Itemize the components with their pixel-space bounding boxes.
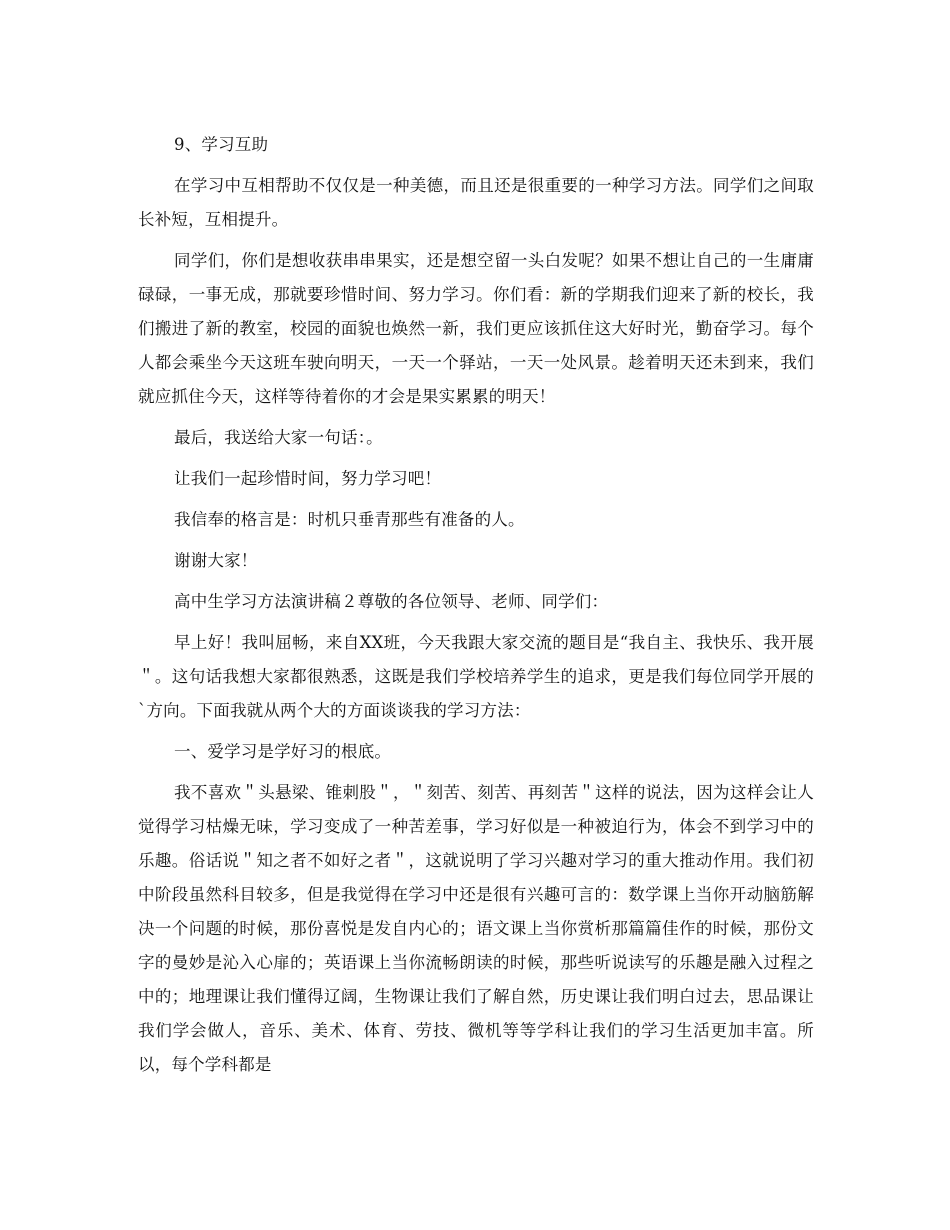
- paragraph: 最后，我送给大家一句话：。: [174, 428, 383, 447]
- paragraph: 在学习中互相帮助不仅仅是一种美德，而且还是很重要的一种学习方法。同学们之间取长补短，互相提升。: [138, 176, 814, 229]
- paragraph: 我信奉的格言是：时机只垂青那些有准备的人。: [174, 510, 525, 529]
- paragraph: 早上好！我叫屈畅，来自XX班，今天我跟大家交流的题目是“我自主、我快乐、我开展＂。这句话我想大家都很熟悉，这既是我们学校培养学生的追求，更是我们每位同学开展的`方向。下面我就从两个大的方面谈谈我的学习方法：: [138, 633, 814, 720]
- document-page: [138, 128, 814, 1089]
- paragraph: 让我们一起珍惜时间，努力学习吧！: [174, 469, 442, 488]
- paragraph: 同学们，你们是想收获串串果实，还是想空留一头白发呢？如果不想让自己的一生庸庸碌碌，一事无成，那就要珍惜时间、努力学习。你们看：新的学期我们迎来了新的校长，我们搬进了新的教室，校园的面貌也焕然一新，我们更应该抓住这大好时光，勤奋学习。每个人都会乘坐今天这班车驶向明天，一天一个驿站，一天一处风景。趁着明天还未到来，我们就应抓住今天，这样等待着你的才会是果实累累的明天！: [138, 251, 814, 406]
- paragraph: 谢谢大家！: [174, 551, 258, 570]
- section-heading: 9、学习互助: [174, 135, 269, 154]
- paragraph: 我不喜欢＂头悬梁、锥刺股＂，＂刻苦、刻苦、再刻苦＂这样的说法，因为这样会让人觉得学习枯燥无味，学习变成了一种苦差事，学习好似是一种被迫行为，体会不到学习中的乐趣。俗话说＂知之者不如好之者＂，这就说明了学习兴趣对学习的重大推动作用。我们初中阶段虽然科目较多，但是我觉得在学习中还是很有兴趣可言的：数学课上当你开动脑筋解决一个问题的时候，那份喜悦是发自内心的；语文课上当你赏析那篇篇佳作的时候，那份文字的曼妙是沁入心扉的；英语课上当你流畅朗读的时候，那些听说读写的乐趣是融入过程之中的；地理课让我们懂得辽阔，生物课让我们了解自然，历史课让我们明白过去，思品课让我们学会做人，音乐、美术、体育、劳技、微机等等学科让我们的学习生活更加丰富。所以，每个学科都是: [138, 783, 814, 1074]
- speech-title: 高中生学习方法演讲稿２尊敬的各位领导、老师、同学们：: [174, 592, 609, 611]
- subheading: 一、爱学习是学好习的根底。: [174, 742, 392, 761]
